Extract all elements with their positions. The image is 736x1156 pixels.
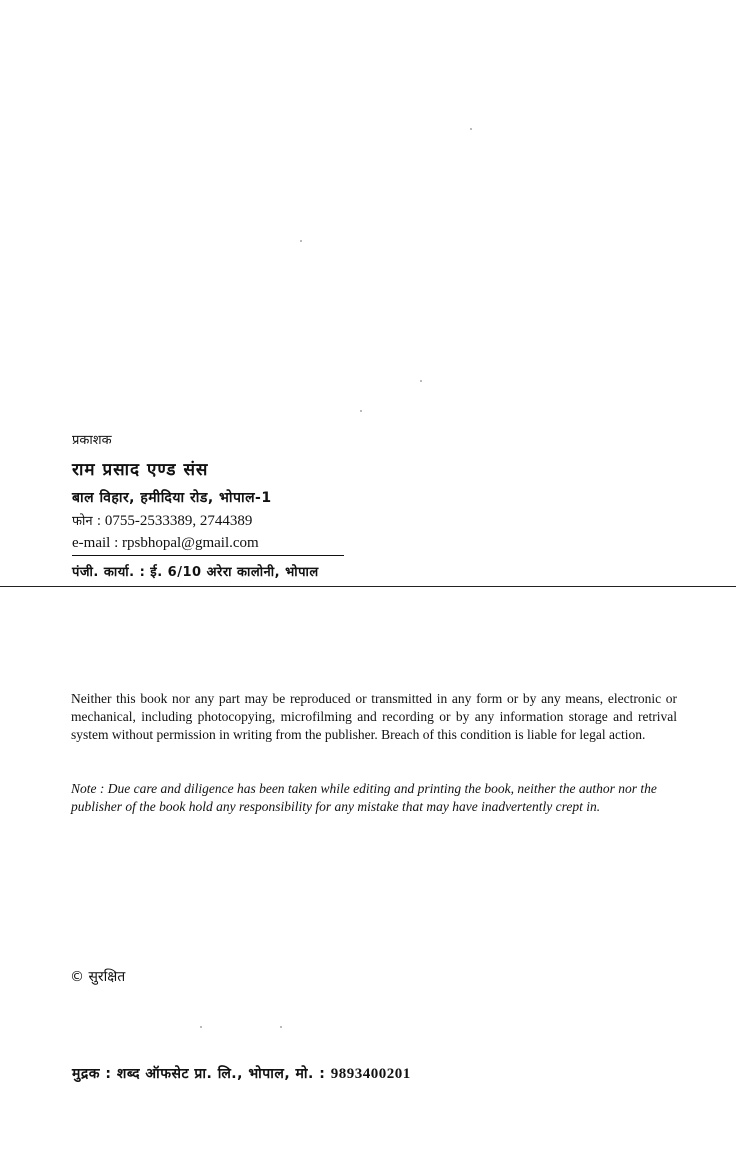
scan-speck: [280, 1026, 282, 1028]
printer-text: मुद्रक : शब्द ऑफसेट प्रा. लि., भोपाल, मो. :: [72, 1066, 326, 1082]
publisher-name: राम प्रसाद एण्ड संस: [72, 460, 209, 480]
phone-label: फोन :: [72, 514, 102, 529]
scan-speck: [470, 128, 472, 130]
publisher-address: बाल विहार, हमीदिया रोड, भोपाल-1: [72, 490, 272, 506]
copyright-notice: © सुरक्षित: [70, 969, 126, 985]
scan-speck: [300, 240, 302, 242]
printer-mobile: 9893400201: [330, 1066, 411, 1082]
printer-line: [72, 1062, 411, 1086]
publisher-label: प्रकाशक: [72, 433, 112, 448]
disclaimer-note: Note : Due care and diligence has been taken while editing and printing the book, neither the author nor the publisher of the book hold any responsibility for any mistake that may have inadvertently crept in.: [71, 781, 657, 814]
rights-notice: Neither this book nor any part may be reproduced or transmitted in any form or by any means, electronic or mechanical, including photocopying, microfilming and recording or by any information storage and retrival system without permission in writing from the publisher. Breach of this condition is liable for legal action.: [71, 691, 677, 742]
scan-speck: [420, 380, 422, 382]
publisher-email: e-mail : rpsbhopal@gmail.com: [72, 532, 344, 556]
registered-office: पंजी. कार्या. : ई. 6/10 अरेरा कालोनी, भोपाल: [72, 565, 319, 580]
publisher-block: [72, 431, 372, 584]
section-divider: [0, 586, 736, 587]
scan-speck: [360, 410, 362, 412]
publisher-phone: [72, 510, 372, 532]
scan-speck: [200, 1026, 202, 1028]
phone-numbers: 0755-2533389, 2744389: [104, 513, 253, 529]
